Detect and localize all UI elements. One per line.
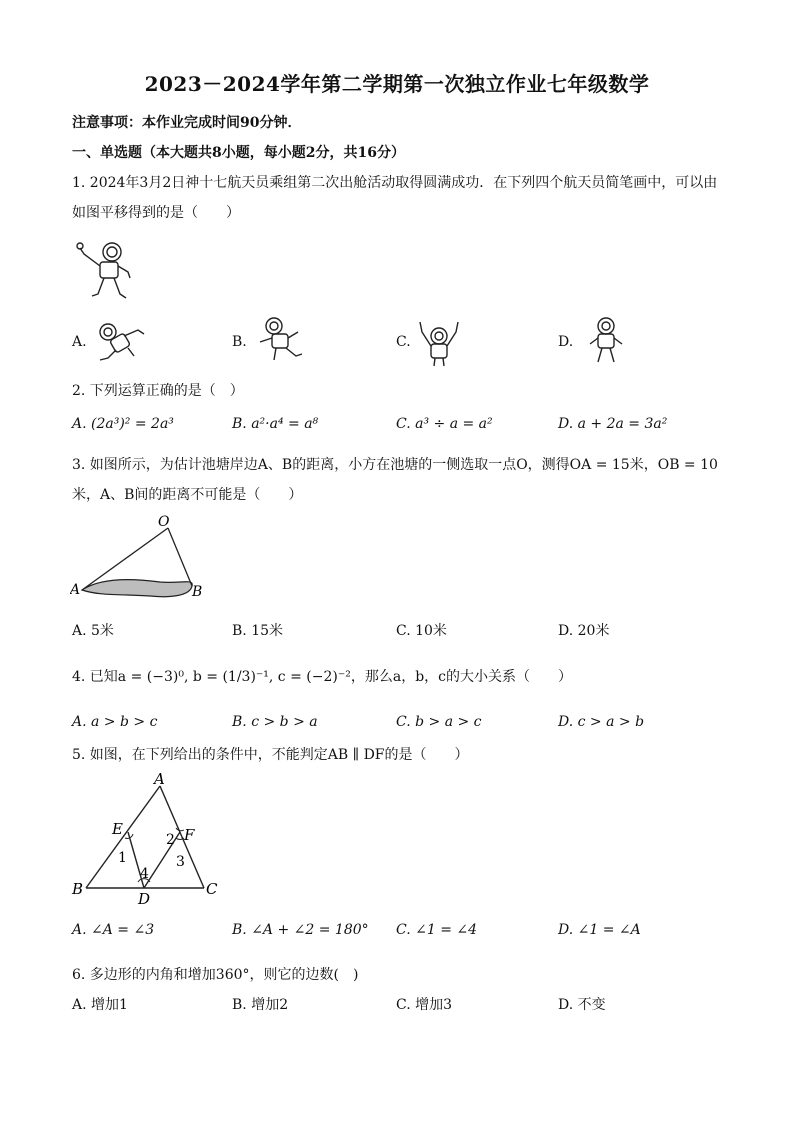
point-f-label: F: [184, 826, 195, 844]
q5-option-c: C. ∠1 = ∠4: [396, 922, 478, 938]
point-b-label: B: [72, 880, 84, 898]
point-b-label: B: [192, 584, 203, 600]
q1-stem-line2: 如图平移得到的是（ ）: [72, 205, 240, 221]
point-e-label: E: [112, 820, 123, 838]
q6-stem: 6. 多边形的内角和增加360°，则它的边数( ): [72, 967, 359, 983]
q5-stem: 5. 如图，在下列给出的条件中，不能判定AB ∥ DF的是（ ）: [72, 747, 469, 763]
q1-option-a-label: A.: [72, 334, 87, 350]
notice: 注意事项：本作业完成时间90分钟．: [72, 115, 302, 131]
q1-option-d-label: D.: [558, 334, 574, 350]
point-a-label: A: [70, 582, 81, 598]
q4-option-d: D. c > a > b: [558, 714, 645, 730]
q2-option-c: C. a³ ÷ a = a²: [396, 416, 493, 432]
q4-option-b: B. c > b > a: [232, 714, 318, 730]
angle-4-label: 4: [140, 866, 149, 882]
q4-option-a: A. a > b > c: [72, 714, 158, 730]
triangle-abc-figure: [68, 770, 228, 904]
angle-2-label: 2: [166, 832, 175, 848]
astronaut-option-d-icon: [586, 316, 626, 366]
point-d-label: D: [138, 890, 151, 904]
q2-option-a: A. (2a³)² = 2a³: [72, 416, 174, 432]
q3-option-d: D. 20米: [558, 623, 610, 639]
q5-option-d: D. ∠1 = ∠A: [558, 922, 641, 938]
astronaut-reference-figure: [74, 236, 136, 302]
point-o-label: O: [158, 514, 170, 530]
q6-option-c: C. 增加3: [396, 997, 453, 1013]
q2-option-d: D. a + 2a = 3a²: [558, 416, 668, 432]
q3-option-a: A. 5米: [72, 623, 114, 639]
q1-option-b-label: B.: [232, 334, 247, 350]
segment-ob: [168, 528, 192, 586]
q2-stem: 2. 下列运算正确的是（ ）: [72, 383, 244, 399]
angle-3-label: 3: [176, 854, 185, 870]
q3-option-c: C. 10米: [396, 623, 447, 639]
q5-option-b: B. ∠A + ∠2 = 180°: [232, 922, 369, 938]
astronaut-option-c-icon: [416, 314, 462, 368]
q6-option-a: A. 增加1: [72, 997, 128, 1013]
pond-triangle-figure: [70, 512, 220, 602]
page-title: 2023－2024学年第二学期第一次独立作业七年级数学: [144, 72, 650, 96]
q2-option-b: B. a²·a⁴ = a⁸: [232, 416, 319, 432]
angle-1-label: 1: [118, 850, 127, 866]
astronaut-option-b-icon: [256, 316, 306, 364]
q1-option-c-label: C.: [396, 334, 411, 350]
q5-option-a: A. ∠A = ∠3: [72, 922, 155, 938]
angle-2-arc: [176, 828, 184, 831]
point-c-label: C: [206, 880, 218, 898]
q4-stem: 4. 已知a = (−3)⁰, b = (1/3)⁻¹, c = (−2)⁻²，那么a，b，c的大小关系（ ）: [72, 669, 572, 685]
section-heading: 一、单选题（本大题共8小题，每小题2分，共16分）: [72, 145, 405, 161]
q6-option-d: D. 不变: [558, 997, 606, 1013]
astronaut-option-a-icon: [94, 318, 150, 364]
q1-stem-line1: 1. 2024年3月2日神十七航天员乘组第二次出舱活动取得圆满成功．在下列四个航天员简笔画中，可以由: [72, 175, 718, 191]
q6-option-b: B. 增加2: [232, 997, 289, 1013]
q3-stem-line2: 米，A、B间的距离不可能是（ ）: [72, 487, 303, 503]
q4-option-c: C. b > a > c: [396, 714, 482, 730]
q3-option-b: B. 15米: [232, 623, 284, 639]
point-a-label: A: [154, 770, 165, 788]
pond-shape: [82, 580, 192, 597]
q3-stem-line1: 3. 如图所示，为估计池塘岸边A、B的距离，小方在池塘的一侧选取一点O，测得OA = 15米，OB = 10: [72, 457, 718, 473]
